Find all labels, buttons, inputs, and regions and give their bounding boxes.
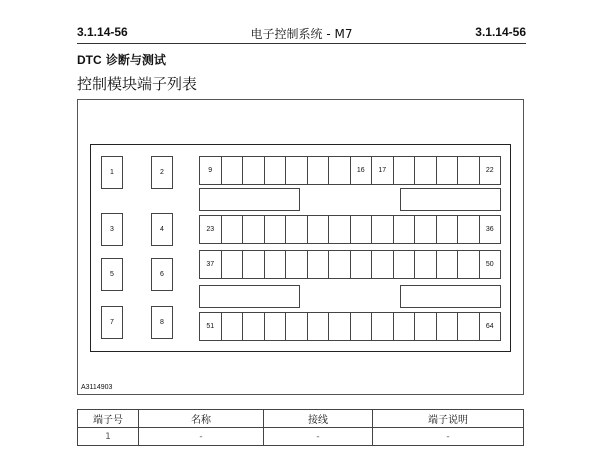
pin-cell xyxy=(437,251,459,278)
section-title-code: DTC xyxy=(77,53,102,67)
pin-cell: 51 xyxy=(200,313,222,340)
pin-cell xyxy=(458,251,480,278)
pin-cell xyxy=(329,157,351,184)
cell-name: - xyxy=(139,428,264,446)
pin-cell xyxy=(415,313,437,340)
col-header-description: 端子说明 xyxy=(373,410,524,428)
col-header-name: 名称 xyxy=(139,410,264,428)
pin-cell xyxy=(394,157,416,184)
pin-cell xyxy=(265,216,287,243)
pin-cell xyxy=(286,313,308,340)
cell-wiring: - xyxy=(264,428,373,446)
pin-cell xyxy=(329,216,351,243)
section-title xyxy=(77,51,166,68)
pin-cell xyxy=(437,157,459,184)
pin-cell xyxy=(222,313,244,340)
pin-3: 3 xyxy=(101,213,123,246)
pin-cell xyxy=(394,251,416,278)
pin-cell xyxy=(372,313,394,340)
section-title-text: 诊断与测试 xyxy=(101,53,166,67)
figure-label: A3114903 xyxy=(81,384,113,391)
pin-row-51-64 xyxy=(199,312,501,341)
col-header-terminal: 端子号 xyxy=(78,410,139,428)
pin-row-23-36 xyxy=(199,215,501,244)
connector-figure xyxy=(77,99,524,395)
key-block-upper-right xyxy=(400,188,501,211)
pin-cell xyxy=(265,251,287,278)
pin-cell xyxy=(308,216,330,243)
connector-outline xyxy=(90,144,511,352)
pin-cell: 9 xyxy=(200,157,222,184)
pin-4: 4 xyxy=(151,213,173,246)
pin-cell xyxy=(437,216,459,243)
pin-cell xyxy=(222,157,244,184)
pin-cell xyxy=(351,216,373,243)
key-block-lower-left xyxy=(199,285,300,308)
pin-cell xyxy=(415,251,437,278)
pin-cell xyxy=(265,157,287,184)
pin-cell: 17 xyxy=(372,157,394,184)
pin-7: 7 xyxy=(101,306,123,339)
terminal-table xyxy=(77,409,524,446)
pin-cell xyxy=(308,251,330,278)
pin-cell xyxy=(458,216,480,243)
subtitle: 控制模块端子列表 xyxy=(77,75,198,93)
pin-5: 5 xyxy=(101,258,123,291)
pin-cell xyxy=(415,157,437,184)
pin-cell xyxy=(458,157,480,184)
cell-terminal: 1 xyxy=(78,428,139,446)
key-block-upper-left xyxy=(199,188,300,211)
pin-cell xyxy=(286,157,308,184)
pin-cell: 36 xyxy=(485,226,494,233)
pin-cell xyxy=(286,251,308,278)
pin-cell xyxy=(415,216,437,243)
pin-cell xyxy=(394,216,416,243)
pin-cell: 37 xyxy=(200,251,222,278)
pin-cell xyxy=(458,313,480,340)
page-number-left: 3.1.14-56 xyxy=(77,25,128,39)
pin-cell: 50 xyxy=(485,261,494,268)
pin-2: 2 xyxy=(151,156,173,189)
pin-cell xyxy=(308,313,330,340)
pin-cell xyxy=(372,216,394,243)
pin-cell xyxy=(351,251,373,278)
pin-cell: 22 xyxy=(485,167,494,174)
pin-cell xyxy=(243,313,265,340)
key-block-lower-right xyxy=(400,285,501,308)
pin-8: 8 xyxy=(151,306,173,339)
pin-6: 6 xyxy=(151,258,173,291)
pin-cell xyxy=(437,313,459,340)
pin-cell xyxy=(372,251,394,278)
pin-cell: 23 xyxy=(200,216,222,243)
pin-row-37-50 xyxy=(199,250,501,279)
pin-cell xyxy=(286,216,308,243)
pin-cell xyxy=(329,313,351,340)
header-rule xyxy=(77,43,526,44)
pin-cell xyxy=(222,251,244,278)
pin-cell xyxy=(243,216,265,243)
col-header-wiring: 接线 xyxy=(264,410,373,428)
pin-cell xyxy=(243,157,265,184)
pin-row-9-22 xyxy=(199,156,501,185)
pin-cell xyxy=(351,313,373,340)
pin-cell: 64 xyxy=(485,323,494,330)
pin-1: 1 xyxy=(101,156,123,189)
pin-cell xyxy=(265,313,287,340)
pin-cell xyxy=(308,157,330,184)
table-header-row xyxy=(78,410,524,428)
pin-cell: 16 xyxy=(351,157,373,184)
page-number-right: 3.1.14-56 xyxy=(475,25,526,39)
pin-cell xyxy=(222,216,244,243)
table-row xyxy=(78,428,524,446)
pin-cell xyxy=(394,313,416,340)
page-header xyxy=(77,22,526,42)
pin-cell xyxy=(243,251,265,278)
pin-cell xyxy=(329,251,351,278)
cell-description: - xyxy=(373,428,524,446)
chapter-title: 电子控制系统 - M7 xyxy=(250,27,353,41)
